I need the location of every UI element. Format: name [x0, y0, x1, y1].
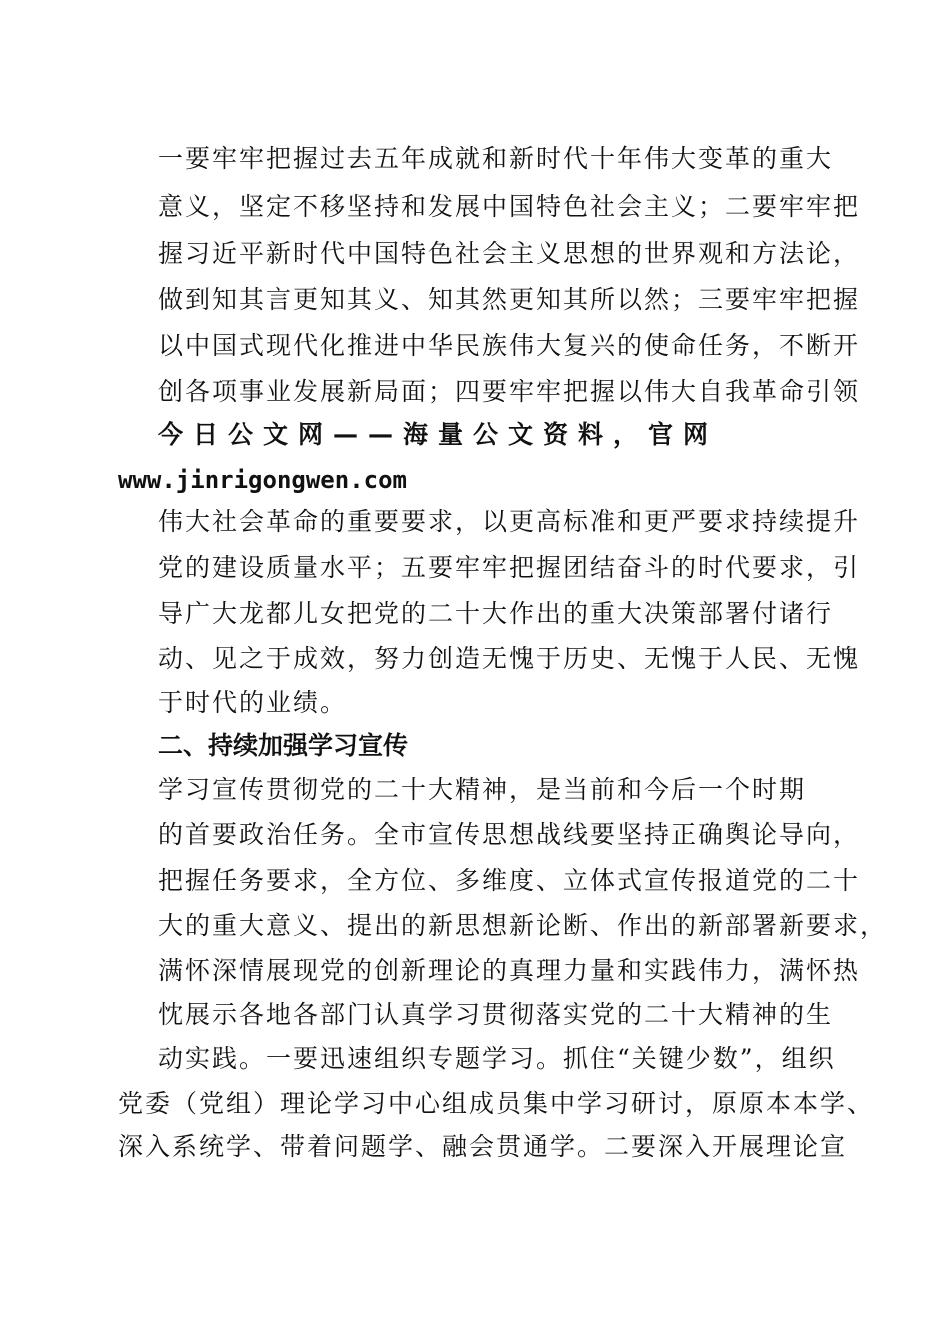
paragraph-line: 动实践。一要迅速组织专题学习。抓住“关键少数”，组织	[158, 1044, 836, 1073]
watermark-text: 今日公文网——海量公文资料，官网	[158, 420, 719, 449]
paragraph-line: 做到知其言更知其义、知其然更知其所以然；三要牢牢把握	[158, 285, 861, 314]
paragraph-line: 以中国式现代化推进中华民族伟大复兴的使命任务，不断开	[158, 331, 861, 360]
paragraph-line: 伟大社会革命的重要要求，以更高标准和更严要求持续提升	[158, 507, 861, 536]
section-heading: 二、持续加强学习宣传	[158, 731, 409, 760]
paragraph-line: 把握任务要求，全方位、多维度、立体式宣传报道党的二十	[158, 866, 861, 895]
paragraph-line: 握习近平新时代中国特色社会主义思想的世界观和方法论，	[158, 239, 861, 268]
paragraph-line: 导广大龙都儿女把党的二十大作出的重大决策部署付诸行	[158, 599, 834, 628]
paragraph-line: 深入系统学、带着问题学、融会贯通学。二要深入开展理论宣	[118, 1132, 848, 1161]
watermark-url: www.jinrigongwen.com	[118, 466, 407, 494]
paragraph-line: 的首要政治任务。全市宣传思想战线要坚持正确舆论导向，	[158, 820, 861, 849]
paragraph-line: 于时代的业绩。	[158, 688, 348, 717]
paragraph-line: 忱展示各地各部门认真学习贯彻落实党的二十大精神的生	[158, 1000, 834, 1029]
paragraph-line: 一要牢牢把握过去五年成就和新时代十年伟大变革的重大	[158, 144, 834, 173]
paragraph-line: 学习宣传贯彻党的二十大精神，是当前和今后一个时期	[158, 775, 807, 804]
paragraph-line: 党的建设质量水平；五要牢牢把握团结奋斗的时代要求，引	[158, 553, 861, 582]
paragraph-line: 创各项事业发展新局面；四要牢牢把握以伟大自我革命引领	[158, 377, 861, 406]
paragraph-line: 党委（党组）理论学习中心组成员集中学习研讨，原原本本学、	[118, 1089, 875, 1118]
paragraph-line: 满怀深情展现党的创新理论的真理力量和实践伟力，满怀热	[158, 956, 861, 985]
paragraph-line: 意义，坚定不移坚持和发展中国特色社会主义；二要牢牢把	[158, 192, 861, 221]
paragraph-line: 动、见之于成效，努力创造无愧于历史、无愧于人民、无愧	[158, 644, 861, 673]
paragraph-line: 大的重大意义、提出的新思想新论断、作出的新部署新要求，	[158, 911, 888, 940]
